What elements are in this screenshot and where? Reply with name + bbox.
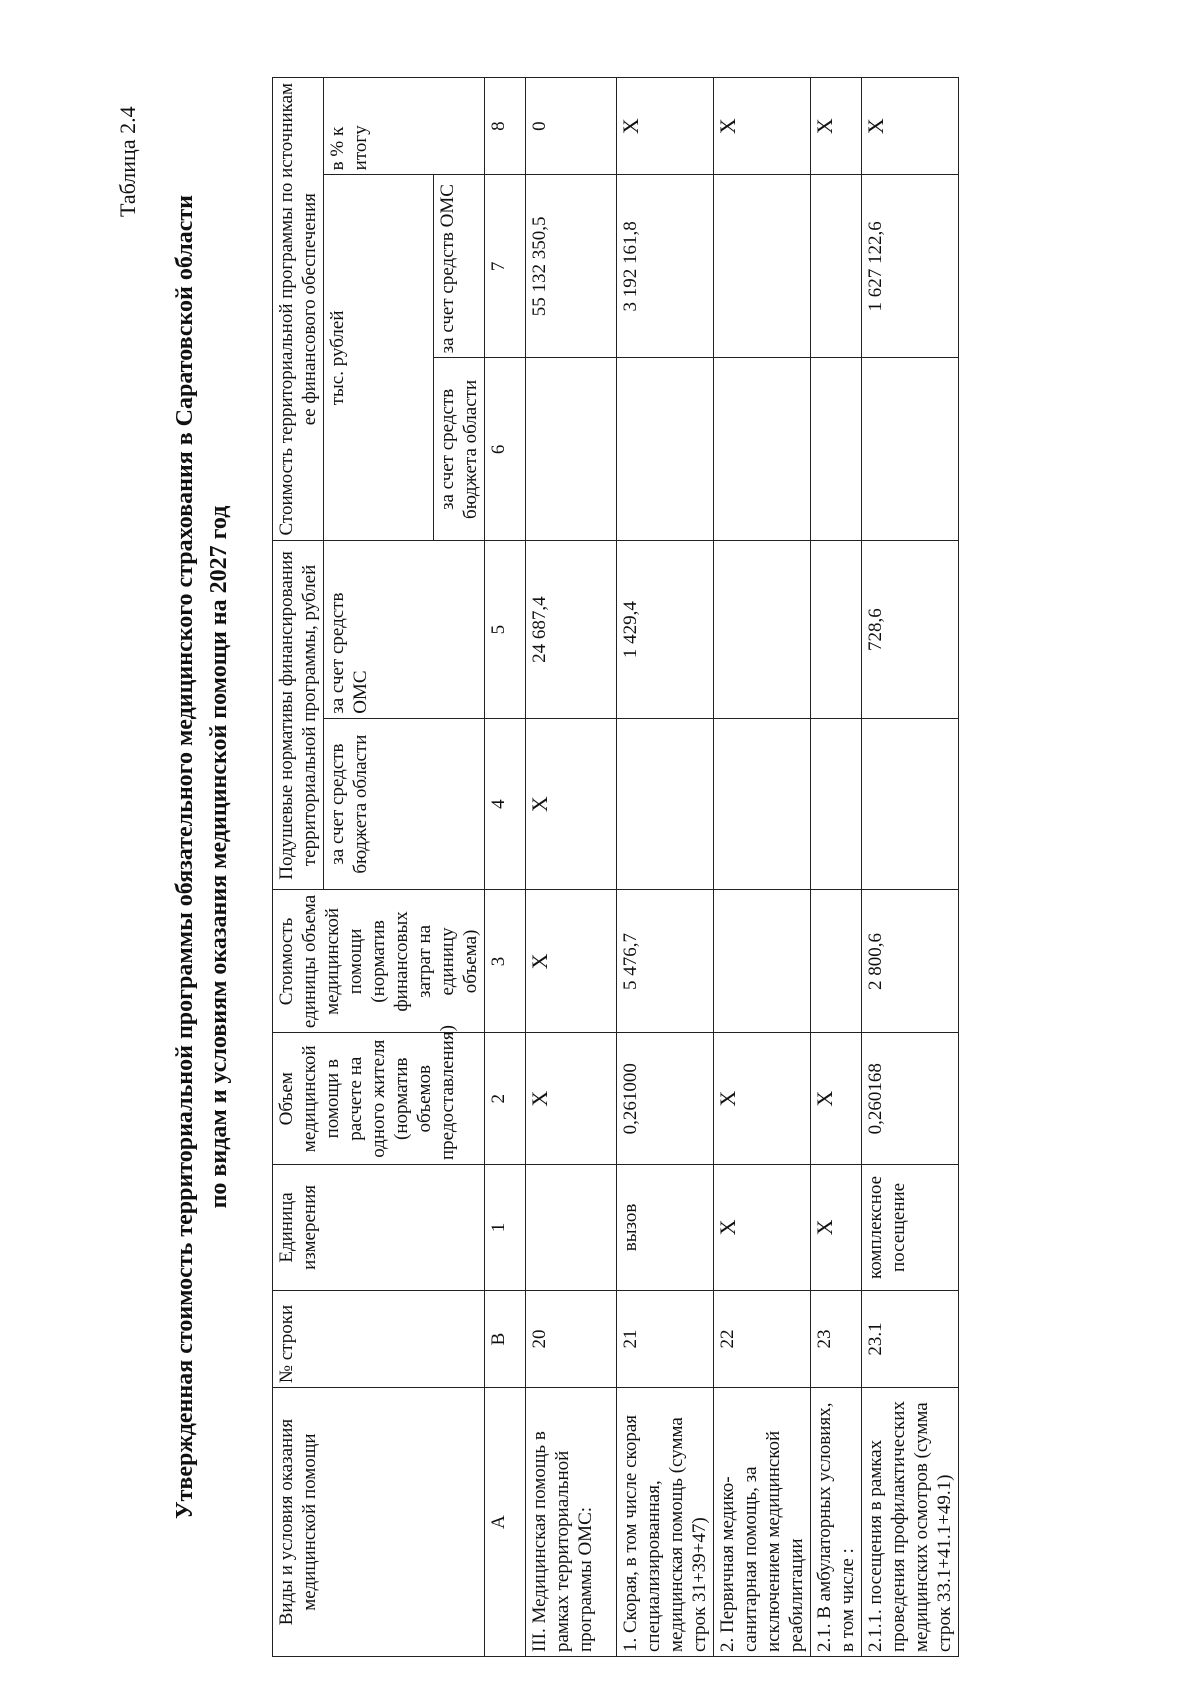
column-number: 4 (485, 718, 526, 890)
row-pc-oms (714, 541, 811, 718)
row-name: III. Медицинская помощь в рамках территориальной программы ОМС: (526, 1388, 617, 1657)
row-cost-budget (617, 358, 714, 541)
column-number: В (485, 1290, 526, 1387)
document-title (168, 87, 236, 1627)
row-line: 21 (617, 1290, 714, 1387)
row-volume: Х (714, 1033, 811, 1165)
row-pc-oms: 728,6 (862, 541, 959, 718)
row-cost-oms (714, 175, 811, 358)
header-sub-67: тыс. рублей (324, 175, 434, 541)
row-unit: Х (811, 1165, 862, 1291)
row-volume: Х (811, 1033, 862, 1165)
column-number: 5 (485, 541, 526, 718)
row-pc-oms (811, 541, 862, 718)
column-number: 2 (485, 1033, 526, 1165)
row-cost-oms: 3 192 161,8 (617, 175, 714, 358)
row-pct: Х (862, 78, 959, 175)
row-name: 2.1.1. посещения в рамках проведения профилактических медицинских осмотров (сумма строк 33.1+41.1+49.1) (862, 1388, 959, 1657)
row-pct: Х (617, 78, 714, 175)
column-number-row (485, 78, 526, 1657)
row-unit: Х (714, 1165, 811, 1291)
header-row-1 (273, 78, 324, 1657)
table-row (862, 78, 959, 1657)
row-pc-oms: 24 687,4 (526, 541, 617, 718)
header-col-6: за счет средств бюджета области (434, 358, 485, 541)
header-col-8: в % к итогу (324, 78, 485, 175)
row-line: 22 (714, 1290, 811, 1387)
column-number: 6 (485, 358, 526, 541)
row-unit: вызов (617, 1165, 714, 1291)
row-cost-oms (811, 175, 862, 358)
column-number: 8 (485, 78, 526, 175)
column-number: 1 (485, 1165, 526, 1291)
row-unit-cost: Х (526, 890, 617, 1033)
row-cost-oms: 1 627 122,6 (862, 175, 959, 358)
header-col-a: Виды и условия оказания медицинской помощи (273, 1388, 485, 1657)
row-line: 23 (811, 1290, 862, 1387)
table-row (617, 78, 714, 1657)
row-pc-budget (714, 718, 811, 890)
row-pct: 0 (526, 78, 617, 175)
header-group-678: Стоимость территориальной программы по источникам ее финансового обеспечения (273, 78, 324, 541)
row-pct: Х (714, 78, 811, 175)
row-pct: Х (811, 78, 862, 175)
row-pc-budget (617, 718, 714, 890)
row-unit-cost (714, 890, 811, 1033)
header-col-2: Объем медицинской помощи в расчете на одного жителя (норматив объемов предоставления) (273, 1033, 485, 1165)
row-pc-oms: 1 429,4 (617, 541, 714, 718)
header-col-7: за счет средств ОМС (434, 175, 485, 358)
table-row (811, 78, 862, 1657)
row-cost-budget (714, 358, 811, 541)
header-col-4: за счет средств бюджета области (324, 718, 485, 890)
table-row (714, 78, 811, 1657)
row-volume: Х (526, 1033, 617, 1165)
header-col-5: за счет средств ОМС (324, 541, 485, 718)
row-unit-cost: 5 476,7 (617, 890, 714, 1033)
cost-table (272, 77, 959, 1657)
row-line: 20 (526, 1290, 617, 1387)
column-number: 3 (485, 890, 526, 1033)
row-cost-budget (862, 358, 959, 541)
table-label: Таблица 2.4 (115, 106, 140, 217)
column-number: 7 (485, 175, 526, 358)
row-pc-budget: Х (526, 718, 617, 890)
header-group-45: Подушевые нормативы финансирования территориальной программы, рублей (273, 541, 324, 890)
header-col-3: Стоимость единицы объема медицинской помощи (норматив финансовых затрат на единицу объема) (273, 890, 485, 1033)
row-name: 1. Скорая, в том числе скорая специализированная, медицинская помощь (сумма строк 31+39+47) (617, 1388, 714, 1657)
header-col-b: № строки (273, 1290, 485, 1387)
row-name: 2.1. В амбулаторных условиях, в том числе : (811, 1388, 862, 1657)
title-line-2: по видам и условиям оказания медицинской помощи на 2027 год (206, 505, 232, 1209)
row-pc-budget (811, 718, 862, 890)
row-unit-cost: 2 800,6 (862, 890, 959, 1033)
row-volume: 0,260168 (862, 1033, 959, 1165)
row-name: 2. Первичная медико-санитарная помощь, за исключением медицинской реабилитации (714, 1388, 811, 1657)
header-col-1: Единица измерения (273, 1165, 485, 1291)
column-number: А (485, 1388, 526, 1657)
title-line-1: Утвержденная стоимость территориальной программы обязательного медицинского страхования в Саратовской области (172, 195, 198, 1519)
row-unit-cost (811, 890, 862, 1033)
row-unit (526, 1165, 617, 1291)
row-cost-budget (811, 358, 862, 541)
row-cost-oms: 55 132 350,5 (526, 175, 617, 358)
row-pc-budget (862, 718, 959, 890)
row-volume: 0,261000 (617, 1033, 714, 1165)
row-line: 23.1 (862, 1290, 959, 1387)
table-row (526, 78, 617, 1657)
row-unit: комплексное посещение (862, 1165, 959, 1291)
row-cost-budget (526, 358, 617, 541)
